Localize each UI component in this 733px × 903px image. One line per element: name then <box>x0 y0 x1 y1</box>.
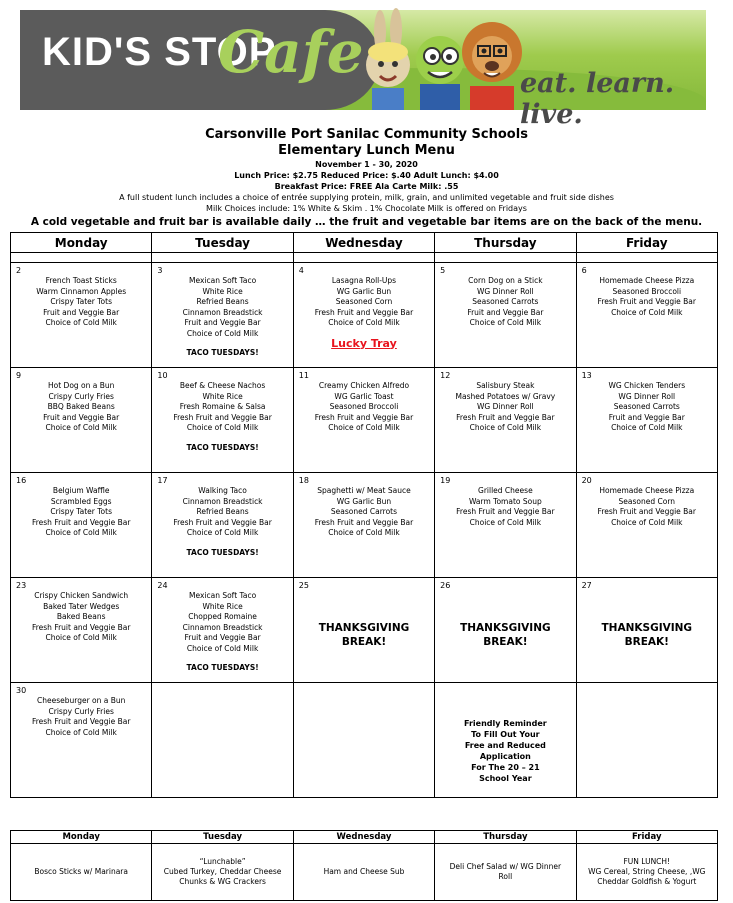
menu-item: Fruit and Veggie Bar <box>467 307 544 317</box>
day-menu <box>294 683 434 696</box>
menu-item: Seasoned Carrots <box>472 297 539 306</box>
menu-item: Fresh Fruit and Veggie Bar <box>314 307 414 317</box>
day-cell <box>435 683 576 798</box>
ala-carte-cell <box>435 844 576 901</box>
brand-name: KID'S STOP <box>42 30 277 74</box>
ala-carte-item: Roll <box>498 872 513 881</box>
day-menu <box>11 578 151 644</box>
menu-item: Choice of Cold Milk <box>328 318 400 327</box>
menu-item: White Rice <box>202 391 243 401</box>
day-cell <box>293 473 434 578</box>
menu-item: Cheeseburger on a Bun <box>36 696 126 705</box>
ala-carte-day-header: Friday <box>576 831 717 844</box>
ala-carte-day-header: Tuesday <box>152 831 293 844</box>
ala-carte-cell <box>152 844 293 901</box>
menu-item: Choice of Cold Milk <box>328 528 400 537</box>
day-cell <box>11 368 152 473</box>
menu-item: Choice of Cold Milk <box>186 328 259 338</box>
day-cell <box>11 263 152 368</box>
mascots-illustration <box>352 10 522 110</box>
day-menu <box>577 683 717 696</box>
day-menu <box>294 473 434 539</box>
week-row <box>11 263 718 368</box>
day-cell <box>11 578 152 683</box>
menu-item: Fresh Fruit and Veggie Bar <box>173 517 272 527</box>
menu-item: Walking Taco <box>198 486 247 495</box>
menu-item: Belgium Waffle <box>52 486 110 495</box>
menu-item: Choice of Cold Milk <box>45 727 117 737</box>
menu-item: Seasoned Corn <box>335 297 393 306</box>
menu-item: Choice of Cold Milk <box>469 423 542 432</box>
menu-item: Choice of Cold Milk <box>186 423 259 432</box>
day-cell <box>293 683 434 798</box>
day-menu <box>152 683 292 696</box>
day-menu <box>11 368 151 434</box>
menu-item: BBQ Baked Beans <box>47 402 115 411</box>
day-number: 11 <box>298 371 309 380</box>
taco-tuesday-note: TACO TUESDAYS! <box>186 348 259 357</box>
ala-carte-item: Deli Chef Salad w/ WG Dinner <box>449 862 562 871</box>
day-cell <box>576 683 717 798</box>
day-menu <box>294 368 434 434</box>
menu-item: Baked Tater Wedges <box>43 601 120 611</box>
menu-item: Choice of Cold Milk <box>45 423 117 432</box>
menu-item: Fresh Fruit and Veggie Bar <box>314 412 414 422</box>
day-menu <box>152 368 292 453</box>
ala-carte-item: Chunks & WG Crackers <box>179 877 266 886</box>
ala-carte-item: FUN LUNCH! <box>623 857 671 866</box>
holiday-line: BREAK! <box>483 636 528 648</box>
day-cell <box>576 473 717 578</box>
menu-item: WG Garlic Bun <box>336 286 392 296</box>
day-menu <box>435 683 575 784</box>
day-menu <box>294 263 434 349</box>
day-cell <box>152 368 293 473</box>
week-row <box>11 473 718 578</box>
menu-item: Mashed Potatoes w/ Gravy <box>455 391 556 401</box>
menu-item: Fresh Fruit and Veggie Bar <box>31 517 131 527</box>
menu-item: French Toast Sticks <box>45 276 117 285</box>
day-menu <box>577 263 717 318</box>
day-cell <box>576 263 717 368</box>
ala-carte-table <box>10 830 718 901</box>
weekday-header: Friday <box>576 233 717 253</box>
ala-carte-item: Ham and Cheese Sub <box>323 867 405 876</box>
day-menu <box>435 368 575 434</box>
menu-item: WG Chicken Tenders <box>608 381 686 390</box>
week-row <box>11 683 718 798</box>
ala-carte-item: Cheddar Goldfish & Yogurt <box>597 877 697 886</box>
day-cell <box>152 473 293 578</box>
day-number: 13 <box>581 371 592 380</box>
day-number: 6 <box>581 266 587 275</box>
day-number: 20 <box>581 476 592 485</box>
menu-item: Fresh Fruit and Veggie Bar <box>597 297 696 306</box>
ala-carte-item: Bosco Sticks w/ Marinara <box>34 867 128 876</box>
menu-item: White Rice <box>202 601 243 611</box>
reminder-line: Free and Reduced <box>464 741 546 750</box>
day-number: 23 <box>16 581 27 590</box>
menu-item: Fresh Fruit and Veggie Bar <box>456 507 555 516</box>
day-number: 30 <box>16 686 27 695</box>
day-menu <box>152 578 292 674</box>
ala-carte-day-header: Monday <box>11 831 152 844</box>
day-cell <box>293 368 434 473</box>
menu-item: Fresh Romaine & Salsa <box>179 402 266 411</box>
menu-item: Choice of Cold Milk <box>45 528 117 537</box>
menu-item: Spaghetti w/ Meat Sauce <box>317 486 411 495</box>
menu-item: Choice of Cold Milk <box>469 318 542 327</box>
ala-carte-cell <box>11 844 152 901</box>
day-cell <box>293 263 434 368</box>
full-lunch-note: A full student lunch includes a choice of entrée supplying protein, milk, grain, and unlimited vegetable and fruit side dishes <box>119 193 614 202</box>
reminder-line: To Fill Out Your <box>471 730 540 739</box>
menu-item: Homemade Cheese Pizza <box>599 486 695 495</box>
turtle-mascot-icon <box>416 36 464 110</box>
ala-carte-item: WG Cereal, String Cheese, ,WG <box>588 867 706 876</box>
menu-item: Crispy Curly Fries <box>48 706 114 716</box>
day-cell <box>293 578 434 683</box>
menu-item: Fresh Fruit and Veggie Bar <box>456 412 555 422</box>
menu-item: Chopped Romaine <box>188 612 257 621</box>
ala-carte-day-header: Wednesday <box>293 831 434 844</box>
day-cell <box>435 578 576 683</box>
menu-item: Choice of Cold Milk <box>45 633 117 642</box>
menu-item: Choice of Cold Milk <box>469 517 542 527</box>
bunny-mascot-icon <box>366 8 410 110</box>
day-cell <box>435 368 576 473</box>
holiday-line: THANKSGIVING <box>460 622 551 634</box>
day-cell <box>152 263 293 368</box>
milk-choices-note: Milk Choices include: 1% White & Skim . 1% Chocolate Milk is offered on Fridays <box>206 204 527 213</box>
menu-header <box>0 127 733 229</box>
menu-item: Refried Beans <box>196 297 249 306</box>
reminder-line: Friendly Reminder <box>464 719 547 728</box>
menu-item: Scrambled Eggs <box>50 496 112 506</box>
day-number: 18 <box>298 476 309 485</box>
menu-item: Fresh Fruit and Veggie Bar <box>31 622 131 632</box>
holiday-line: THANKSGIVING <box>318 622 410 634</box>
spacer-row <box>11 253 718 263</box>
ala-carte-item: “Lunchable” <box>199 857 246 866</box>
day-number: 3 <box>157 266 163 275</box>
menu-item: WG Garlic Bun <box>336 496 392 506</box>
weekday-header: Tuesday <box>152 233 293 253</box>
reminder-line: Application <box>479 752 531 761</box>
breakfast-price: Breakfast Price: FREE Ala Carte Milk: .55 <box>274 182 459 191</box>
menu-item: Baked Beans <box>56 612 106 621</box>
weekday-header-row <box>11 233 718 253</box>
day-number: 26 <box>440 581 451 590</box>
menu-item: Hot Dog on a Bun <box>47 381 115 390</box>
menu-dates: November 1 - 30, 2020 <box>315 160 418 169</box>
menu-item: Mexican Soft Taco <box>189 591 257 600</box>
menu-item: White Rice <box>202 286 243 296</box>
brand-cafe: Cafe <box>218 18 364 86</box>
ala-carte-header-row <box>11 831 718 844</box>
menu-item: Crispy Chicken Sandwich <box>34 591 129 600</box>
menu-item: Fruit and Veggie Bar <box>184 633 261 642</box>
reminder-line: For The 20 – 21 <box>471 763 540 772</box>
holiday-line: BREAK! <box>624 636 669 648</box>
day-menu <box>11 473 151 539</box>
day-number: 16 <box>16 476 27 485</box>
menu-item: Crispy Tater Tots <box>50 297 112 306</box>
day-cell <box>576 578 717 683</box>
menu-item: WG Dinner Roll <box>477 286 534 296</box>
day-cell <box>152 683 293 798</box>
ala-carte-cell <box>576 844 717 901</box>
day-number: 27 <box>581 581 592 590</box>
day-number: 24 <box>157 581 168 590</box>
menu-item: Homemade Cheese Pizza <box>599 276 695 285</box>
lunch-calendar <box>10 232 718 798</box>
reminder-line: School Year <box>479 774 532 783</box>
taco-tuesday-note: TACO TUESDAYS! <box>186 663 259 672</box>
lucky-tray-label: Lucky Tray <box>331 336 397 350</box>
day-number: 17 <box>157 476 168 485</box>
menu-item: Choice of Cold Milk <box>45 318 117 327</box>
day-cell <box>11 683 152 798</box>
menu-item: Grilled Cheese <box>478 486 533 495</box>
day-menu <box>435 263 575 329</box>
day-cell <box>435 473 576 578</box>
menu-item: Lasagna Roll-Ups <box>331 276 397 285</box>
menu-item: Fruit and Veggie Bar <box>43 307 120 317</box>
day-cell <box>11 473 152 578</box>
day-menu <box>435 473 575 528</box>
lunch-prices: Lunch Price: $2.75 Reduced Price: $.40 Adult Lunch: $4.00 <box>234 171 499 180</box>
application-reminder <box>435 696 575 784</box>
holiday-line: BREAK! <box>341 636 387 648</box>
menu-item: Warm Cinnamon Apples <box>36 286 127 296</box>
menu-item: Choice of Cold Milk <box>611 517 683 527</box>
menu-item: WG Garlic Toast <box>334 391 394 401</box>
menu-item: Choice of Cold Milk <box>186 643 259 653</box>
day-menu <box>577 473 717 528</box>
menu-item: WG Dinner Roll <box>618 391 676 401</box>
day-number: 5 <box>440 266 446 275</box>
day-menu <box>152 473 292 558</box>
menu-item: Fresh Fruit and Veggie Bar <box>314 517 414 527</box>
holiday-notice <box>435 591 575 649</box>
holiday-line: THANKSGIVING <box>601 622 693 634</box>
menu-item: Warm Tomato Soup <box>468 496 542 506</box>
menu-item: Choice of Cold Milk <box>186 528 259 537</box>
menu-item: Seasoned Corn <box>618 496 676 506</box>
ala-carte-cell <box>293 844 434 901</box>
menu-title: Elementary Lunch Menu <box>278 143 455 158</box>
menu-item: Corn Dog on a Stick <box>468 276 543 285</box>
menu-item: Seasoned Broccoli <box>329 402 399 411</box>
day-number: 4 <box>298 266 304 275</box>
menu-item: Creamy Chicken Alfredo <box>318 381 410 390</box>
menu-item: Fruit and Veggie Bar <box>608 412 685 422</box>
menu-item: Cinnamon Breadstick <box>182 307 263 317</box>
week-row <box>11 368 718 473</box>
menu-item: Seasoned Carrots <box>330 507 398 516</box>
menu-item: Crispy Curly Fries <box>48 391 114 401</box>
tagline: eat. learn. live. <box>520 68 675 130</box>
menu-item: Seasoned Broccoli <box>612 286 682 296</box>
day-menu <box>577 368 717 434</box>
day-menu <box>152 263 292 359</box>
day-menu <box>577 578 717 649</box>
menu-item: Crispy Tater Tots <box>50 507 112 516</box>
menu-item: Mexican Soft Taco <box>189 276 257 285</box>
day-number: 9 <box>16 371 22 380</box>
day-number: 10 <box>157 371 168 380</box>
menu-item: Seasoned Carrots <box>613 402 680 411</box>
day-cell <box>576 368 717 473</box>
weekday-header: Wednesday <box>293 233 434 253</box>
ala-carte-day-header: Thursday <box>435 831 576 844</box>
menu-item: Refried Beans <box>196 507 249 516</box>
day-cell <box>435 263 576 368</box>
menu-item: WG Dinner Roll <box>477 402 534 411</box>
day-menu <box>11 263 151 329</box>
week-row <box>11 578 718 683</box>
menu-item: Fresh Fruit and Veggie Bar <box>597 507 696 516</box>
menu-item: Choice of Cold Milk <box>611 423 683 432</box>
school-name: Carsonville Port Sanilac Community Schools <box>205 127 528 142</box>
taco-tuesday-note: TACO TUESDAYS! <box>186 547 259 557</box>
day-menu <box>435 578 575 649</box>
day-number: 19 <box>440 476 451 485</box>
menu-item: Salisbury Steak <box>476 381 535 390</box>
holiday-notice <box>294 591 434 649</box>
weekday-header: Monday <box>11 233 152 253</box>
day-number: 2 <box>16 266 22 275</box>
day-menu <box>11 683 151 738</box>
menu-item: Cinnamon Breadstick <box>182 496 263 506</box>
lion-mascot-icon <box>462 22 522 110</box>
day-menu <box>294 578 434 649</box>
taco-tuesday-note: TACO TUESDAYS! <box>186 442 259 452</box>
ala-carte-item: Cubed Turkey, Cheddar Cheese <box>163 867 282 876</box>
menu-item: Fruit and Veggie Bar <box>184 318 261 327</box>
menu-item: Fresh Fruit and Veggie Bar <box>31 717 131 726</box>
menu-item: Fresh Fruit and Veggie Bar <box>173 412 272 422</box>
holiday-notice <box>577 591 717 649</box>
header-banner <box>20 10 706 130</box>
menu-item: Choice of Cold Milk <box>611 307 683 317</box>
day-number: 25 <box>298 581 309 590</box>
menu-item: Choice of Cold Milk <box>328 423 400 432</box>
day-number: 12 <box>440 371 451 380</box>
weekday-header: Thursday <box>435 233 576 253</box>
menu-item: Fruit and Veggie Bar <box>43 412 120 422</box>
day-cell <box>152 578 293 683</box>
veggie-bar-note: A cold vegetable and fruit bar is available daily … the fruit and vegetable bar items are on the back of the menu. <box>30 216 703 228</box>
menu-item: Cinnamon Breadstick <box>182 622 263 632</box>
menu-item: Beef & Cheese Nachos <box>179 381 266 390</box>
ala-carte-items-row <box>11 844 718 901</box>
